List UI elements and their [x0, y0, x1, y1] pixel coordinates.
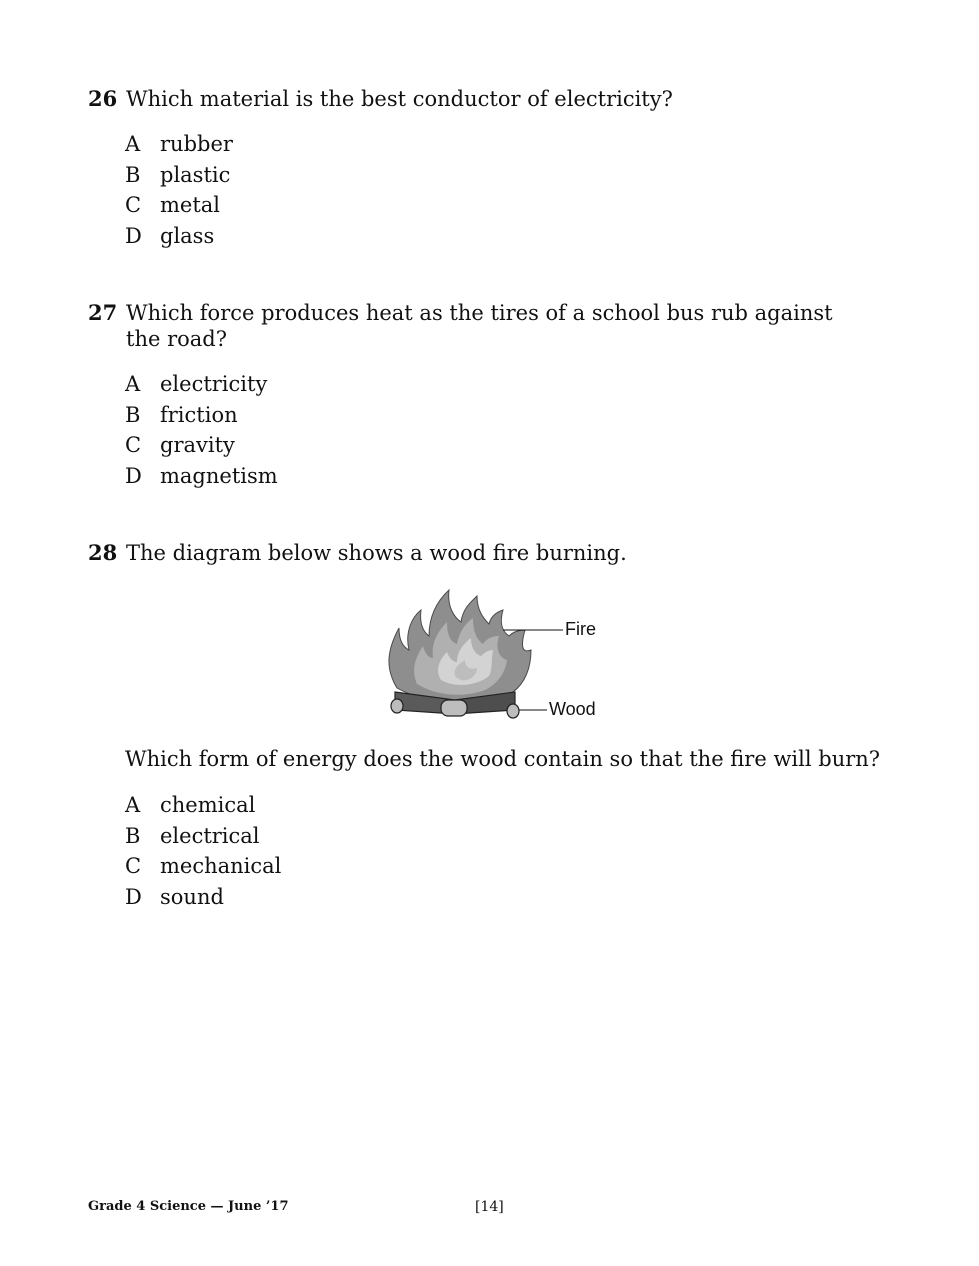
answer-option-a[interactable]: [125, 129, 878, 160]
option-letter: D: [125, 884, 142, 909]
footer-exam-title: Grade 4 Science — June ’17: [88, 1199, 289, 1214]
question-28: [88, 540, 878, 566]
option-letter: B: [125, 823, 141, 848]
option-text: friction: [160, 402, 238, 427]
answer-options: [125, 129, 878, 251]
option-letter: A: [125, 372, 141, 396]
option-text: chemical: [160, 793, 256, 817]
answer-option-b[interactable]: [125, 160, 878, 191]
question-28-options: [88, 773, 878, 912]
option-letter: D: [125, 463, 142, 488]
option-text: glass: [160, 223, 215, 248]
option-letter: A: [125, 132, 141, 156]
option-letter: D: [125, 223, 142, 248]
footer-page-number: [14]: [475, 1199, 504, 1215]
answer-option-d[interactable]: [125, 882, 878, 913]
answer-option-a[interactable]: [125, 790, 878, 821]
answer-option-b[interactable]: [125, 821, 878, 852]
answer-options: [125, 369, 878, 491]
answer-option-d[interactable]: [125, 221, 878, 252]
question-number: 27: [88, 300, 118, 325]
option-text: magnetism: [160, 463, 278, 488]
answer-option-c[interactable]: [125, 851, 878, 882]
answer-option-d[interactable]: [125, 461, 878, 492]
wood-label: Wood: [549, 699, 596, 719]
question-27: [88, 300, 878, 491]
question-28-followup: Which form of energy does the wood contain so that the fire will burn?: [125, 747, 881, 771]
question-number: 28: [88, 540, 118, 565]
option-letter: B: [125, 402, 141, 427]
question-26: [88, 86, 878, 251]
answer-option-b[interactable]: [125, 400, 878, 431]
option-letter: C: [125, 433, 142, 457]
option-letter: B: [125, 162, 141, 187]
option-text: mechanical: [160, 854, 282, 878]
question-text: Which force produces heat as the tires of a school bus rub against the road?: [126, 301, 833, 351]
option-text: gravity: [160, 433, 235, 457]
question-text: Which material is the best conductor of electricity?: [126, 87, 673, 111]
answer-option-a[interactable]: [125, 369, 878, 400]
option-letter: A: [125, 793, 141, 817]
question-number: 26: [88, 86, 118, 111]
option-text: sound: [160, 884, 224, 909]
option-text: plastic: [160, 162, 231, 187]
option-text: electrical: [160, 823, 260, 848]
answer-options: [125, 790, 878, 912]
option-letter: C: [125, 193, 142, 217]
fire-label: Fire: [565, 619, 596, 639]
option-text: electricity: [160, 372, 268, 396]
answer-option-c[interactable]: [125, 430, 878, 461]
question-text: The diagram below shows a wood fire burning.: [126, 541, 627, 565]
option-text: metal: [160, 193, 221, 217]
answer-option-c[interactable]: [125, 190, 878, 221]
option-text: rubber: [160, 132, 233, 156]
option-letter: C: [125, 854, 142, 878]
wood-fire-diagram: [385, 588, 615, 723]
